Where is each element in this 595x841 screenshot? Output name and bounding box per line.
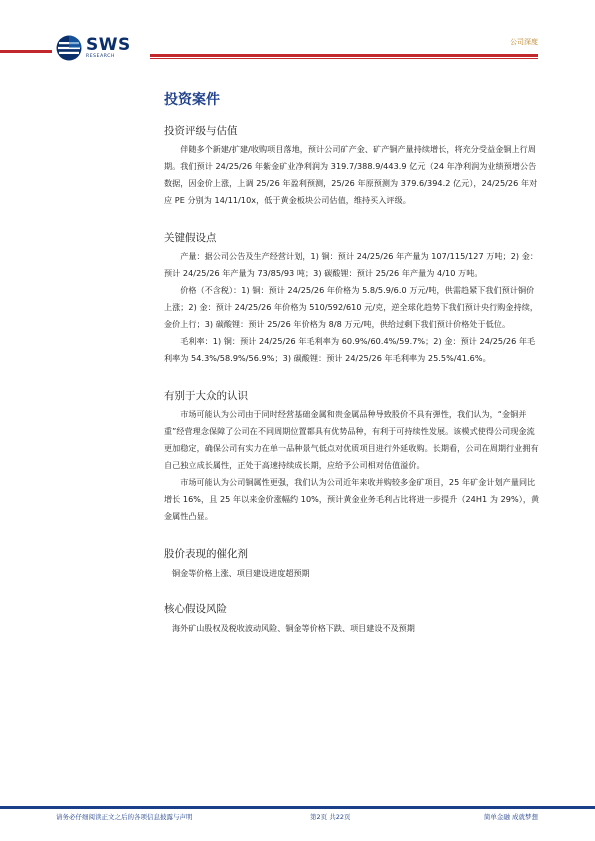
- paragraph: 价格（不含税）：1) 铜：预计 24/25/26 年价格为 5.8/5.9/6.0 万元/吨，供需趋紧下我们预计铜价上涨；2) 金：预计 24/25/26 年价格为 510/592/610 元/克，逆全球化趋势下我们预计央行购金持续，金价上行；3) 碳酸锂：预计 25/26 年价格为 8/8 万元/吨，供给过剩下我们预计价格处于低位。: [164, 285, 539, 329]
- catalysts-text: 铜金等价格上涨、项目建设进度超预期: [172, 568, 310, 578]
- header-rule-left: [0, 50, 52, 53]
- header-rule-thin: [150, 58, 538, 59]
- section-key-assumptions: [164, 231, 541, 367]
- paragraph: 伴随多个新建/扩建/收购项目落地，预计公司矿产金、矿产铜产量持续增长，将充分受益金铜上行周期。我们预计 24/25/26 年紫金矿业净利润为 319.7/388.9/443.9 亿元（24 年净利润为业绩预增公告数据，因金价上涨，上调 25/26 年盈利预测，25/26 年原预测为 379.6/394.2 亿元），24/25/26 年对应 PE 分别为 14/11/10x，低于黄金板块公司估值，维持买入评级。: [164, 144, 538, 205]
- section-title: 关键假设点: [164, 232, 217, 244]
- paragraph: 市场可能认为公司铜属性更强，我们认为公司近年来收并购较多金矿项目，25 年矿金计划产量同比增长 16%，且 25 年以来金价涨幅约 10%，预计黄金业务毛利占比将进一步提升（24H1 为 29%），黄金属性凸显。: [164, 477, 540, 521]
- page-footer: [0, 806, 595, 821]
- sws-logo-icon: [56, 35, 82, 61]
- section-title: 有别于大众的认识: [164, 390, 248, 402]
- page-number: 第2页 共22页: [310, 813, 351, 821]
- section-differentiated-view: [164, 389, 541, 525]
- risks-text: 海外矿山股权及税收波动风险、铜金等价格下跌、项目建设不及预期: [172, 623, 415, 633]
- footer-rule: [0, 806, 595, 809]
- section-title: 投资评级与估值: [164, 125, 238, 137]
- disclaimer-text: 请务必仔细阅读正文之后的各项信息披露与声明: [56, 813, 193, 821]
- paragraph: 市场可能认为公司由于同时经营基础金属和贵金属品种导致股价不具有弹性，我们认为，“金铜并重”经营理念保障了公司在不同周期位置都具有优势品种，有利于可持续性发展。该模式使得公司现金流更加稳定，确保公司有实力在单一品种景气低点对优质项目进行外延收购。长期看，公司在周期行业拥有自己独立成长属性，正处于高速持续成长期，应给予公司相对估值溢价。: [164, 409, 539, 470]
- main-content: [164, 89, 541, 635]
- section-catalysts: [164, 547, 541, 580]
- paragraph: 产量：据公司公告及生产经营计划，1) 铜：预计 24/25/26 年产量为 107/115/127 万吨；2) 金：预计 24/25/26 年产量为 73/85/93 吨；3) 碳酸锂：预计 25/26 年产量为 4/10 万吨。: [164, 251, 539, 278]
- logo-wordmark: SWS: [86, 34, 131, 55]
- section-title: 核心假设风险: [164, 603, 227, 615]
- header-rule: [150, 54, 538, 57]
- page-title: 投资案件: [164, 92, 220, 108]
- section-valuation: [164, 124, 541, 209]
- paragraph: 毛利率：1) 铜：预计 24/25/26 年毛利率为 60.9%/60.4%/59.7%；2) 金：预计 24/25/26 年毛利率为 54.3%/58.9%/56.9%；3) 碳酸锂：预计 24/25/26 年毛利率为 25.5%/41.6%。: [164, 336, 536, 363]
- report-type-tag: 公司深度: [510, 38, 538, 46]
- footer-slogan: 简单金融 成就梦想: [483, 813, 538, 821]
- sws-logo: [56, 34, 131, 62]
- section-risks: [164, 602, 541, 635]
- section-title: 股价表现的催化剂: [164, 548, 248, 560]
- logo-subtext: RESEARCH: [86, 53, 115, 59]
